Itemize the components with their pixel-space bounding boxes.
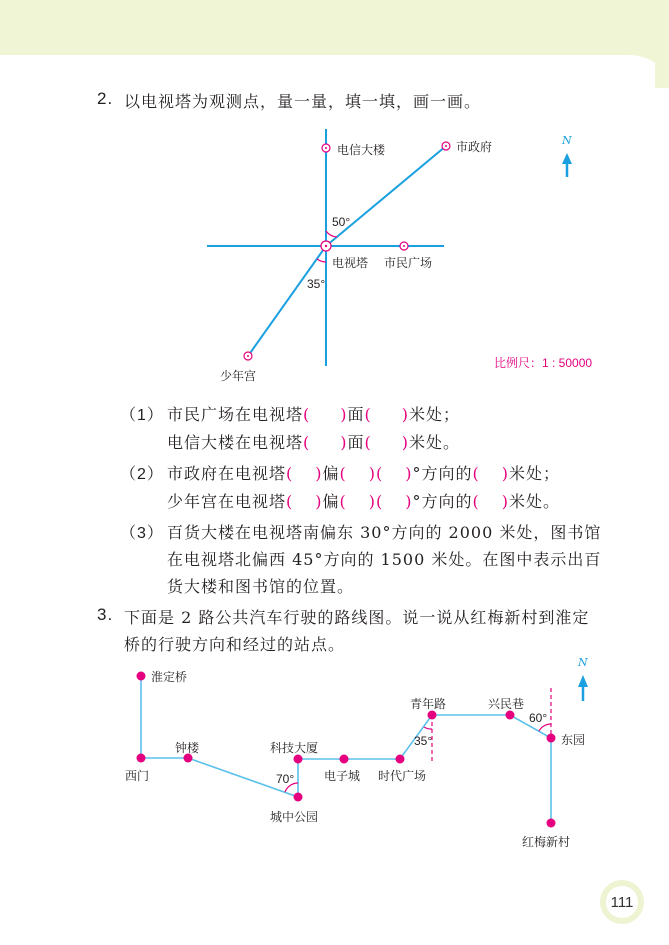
sub3-line3: 货大楼和图书馆的位置。 [167, 577, 355, 596]
north-label-2: N [578, 656, 588, 669]
stop-xingminxiang: 兴民巷 [488, 697, 525, 711]
north-label: N [562, 134, 572, 147]
angle-70-label: 70° [276, 772, 295, 786]
sub1-line1: 市民广场在电视塔( )面( )米处； [167, 405, 461, 424]
q3-line2: 桥的行驶方向和经过的站点。 [124, 635, 346, 654]
angle-arc-60 [539, 724, 551, 731]
angle-35b-label: 35° [414, 734, 433, 748]
label-cityhall: 市政府 [456, 140, 493, 154]
stop-chengzhong-park: 城中公园 [270, 810, 319, 824]
label-plaza: 市民广场 [384, 256, 433, 270]
angle-arc-35b [424, 727, 432, 729]
label-youth-palace: 少年宫 [220, 369, 257, 383]
sub2-label: （2） [120, 466, 164, 483]
label-telecom: 电信大楼 [337, 143, 386, 157]
stop-huaidingqiao: 淮定桥 [151, 670, 188, 684]
sub3-line2: 在电视塔北偏西 45°方向的 1500 米处。在图中表示出百 [167, 550, 602, 569]
sub1-label: （1） [120, 407, 164, 424]
sub2-line2: 少年宫在电视塔( )偏( )( )°方向的( )米处。 [167, 492, 561, 511]
stop-zhonglou: 钟楼 [175, 741, 200, 755]
angle-arc-50 [326, 231, 337, 237]
angle-50-label: 50° [332, 215, 351, 229]
scale-label: 比例尺：1 : 50000 [494, 356, 593, 370]
angle-35-label: 35° [307, 277, 326, 291]
sub2-line1: 市政府在电视塔( )偏( )( )°方向的( )米处； [167, 464, 561, 483]
stop-dongyuan: 东园 [561, 733, 586, 747]
stop-ximen: 西门 [125, 769, 150, 783]
page-number: 111 [600, 880, 644, 924]
stop-qingnianlu: 青年路 [410, 697, 447, 711]
q3-line1: 下面是 2 路公共汽车行驶的路线图。说一说从红梅新村到淮定 [124, 608, 590, 627]
stop-shidai-plaza: 时代广场 [378, 769, 427, 783]
angle-arc-35 [317, 259, 326, 262]
q2-prompt: 以电视塔为观测点，量一量，填一填，画一画。 [124, 92, 482, 111]
q3-number: 3. [97, 605, 114, 624]
stop-hongmei-village: 红梅新村 [522, 835, 571, 849]
sub3-label: （3） [120, 525, 164, 542]
stop-keji-building: 科技大厦 [270, 741, 319, 755]
q2-number: 2. [97, 89, 114, 108]
north-arrow-icon-2 [578, 675, 588, 701]
north-arrow-icon [562, 153, 572, 177]
sub1-line2: 电信大楼在电视塔( )面( )米处。 [167, 433, 461, 452]
stop-dianzicheng: 电子城 [324, 769, 361, 783]
angle-60-label: 60° [529, 711, 548, 725]
label-tv-tower: 电视塔 [332, 256, 369, 270]
sub3-line1: 百货大楼在电视塔南偏东 30°方向的 2000 米处，图书馆 [167, 523, 602, 542]
